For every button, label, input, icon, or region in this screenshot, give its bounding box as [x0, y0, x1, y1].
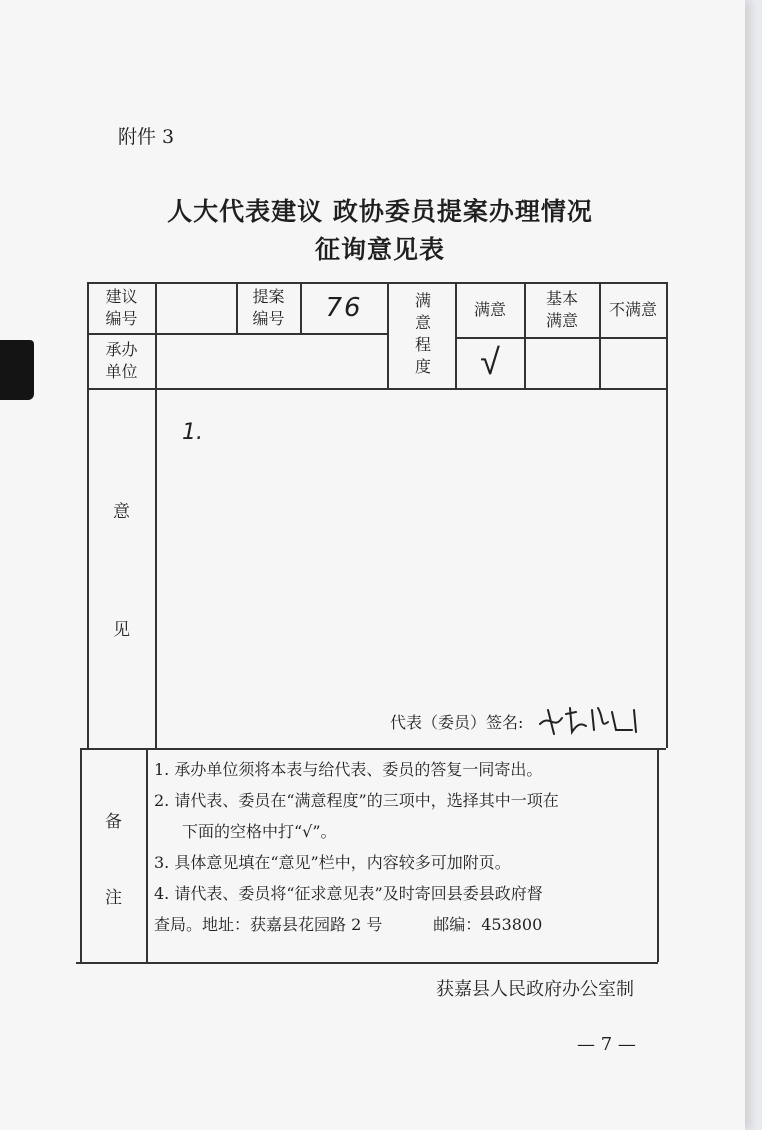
label-opinion-1: 意	[113, 502, 130, 522]
label-satisfaction: 满意程度	[412, 291, 432, 380]
table-line	[146, 748, 148, 962]
unsatisfied-box[interactable]	[600, 338, 666, 388]
proposal-no-field[interactable]	[156, 283, 236, 333]
note-item: 2. 请代表、委员在“满意程度”的三项中，选择其中一项在	[154, 791, 559, 810]
basic-satisfied-box[interactable]	[525, 338, 599, 388]
note-item: 下面的空格中打“√”。	[182, 822, 337, 841]
title-line-1: 人大代表建议 政协委员提案办理情况	[167, 197, 593, 226]
option-basic-satisfied: 基本 满意	[545, 289, 578, 330]
table-line	[87, 388, 667, 390]
note-item: 1. 承办单位须将本表与给代表、委员的答复一同寄出。	[154, 760, 543, 779]
opinion-text[interactable]: 1.	[182, 420, 203, 445]
note-item: 查局。地址：获嘉县花园路 2 号 邮编：453800	[154, 915, 543, 934]
option-satisfied: 满意	[473, 300, 506, 319]
option-unsatisfied: 不满意	[608, 300, 657, 319]
label-remark-1: 备	[105, 812, 122, 832]
label-case-no: 提案 编号	[252, 287, 285, 328]
table-line	[666, 282, 668, 748]
check-mark-icon[interactable]: √	[480, 342, 500, 383]
title-line-2: 征询意见表	[314, 235, 445, 264]
handwritten-signature	[536, 700, 646, 740]
unit-field[interactable]	[156, 334, 387, 388]
label-proposal-no: 建议 编号	[105, 287, 138, 328]
attachment-label: 附件 3	[118, 126, 175, 148]
label-unit: 承办 单位	[105, 340, 138, 381]
table-line	[76, 962, 658, 964]
case-no-value[interactable]: 76	[325, 293, 363, 323]
table-line	[80, 748, 82, 962]
signature-label: 代表（委员）签名:	[390, 713, 524, 732]
binder-tab	[0, 340, 34, 400]
label-opinion-2: 见	[113, 620, 130, 640]
table-line	[657, 748, 659, 962]
page-number: — 7 —	[577, 1034, 636, 1055]
table-line	[80, 748, 666, 750]
note-item: 3. 具体意见填在“意见”栏中，内容较多可加附页。	[154, 853, 511, 872]
label-remark-2: 注	[105, 888, 122, 908]
note-item: 4. 请代表、委员将“征求意见表”及时寄回县委县政府督	[154, 884, 543, 903]
issuer-text: 获嘉县人民政府办公室制	[436, 979, 634, 1000]
